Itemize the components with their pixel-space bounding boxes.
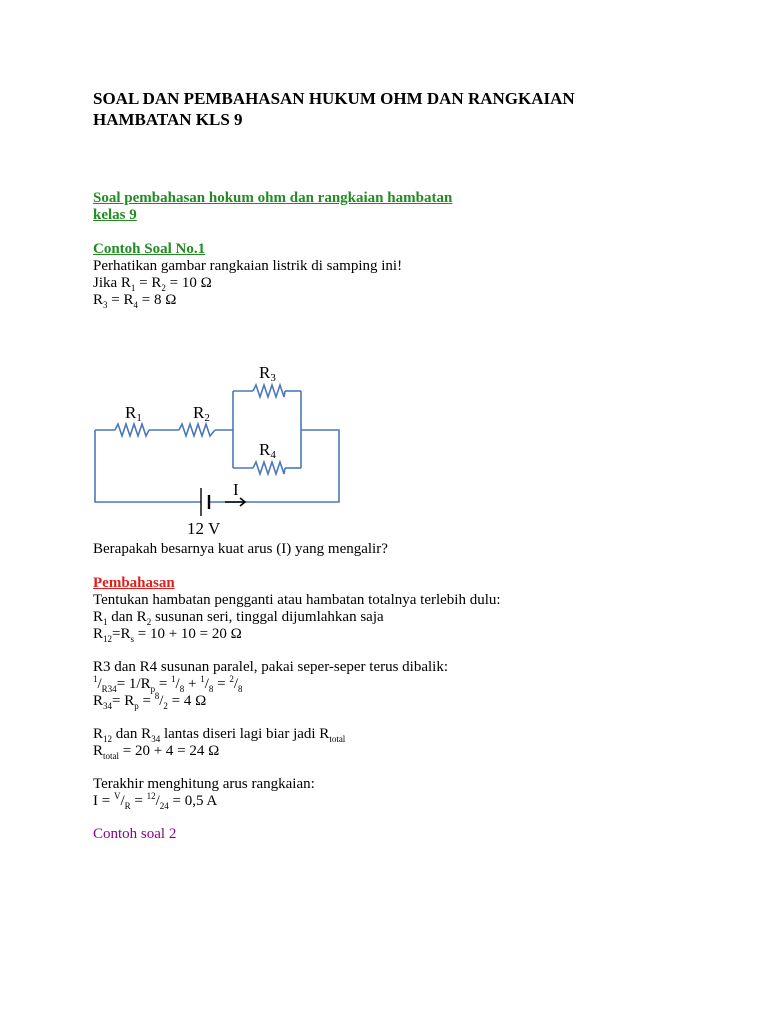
step-4-calc: $I = ^V/_R = ^{12}/_{24} = 0,5$ A <box>93 791 218 811</box>
topic-link[interactable] <box>93 190 473 224</box>
step-3-calc: $R_{total} = 20 + 4 = 24$ Ω <box>93 743 220 761</box>
example-2-heading[interactable]: Contoh soal 2 <box>93 826 177 842</box>
resistor-r3 <box>253 385 285 397</box>
current-arrow-icon <box>225 498 245 506</box>
document-title <box>93 88 575 130</box>
label-r4: R4 <box>259 440 276 461</box>
title-line-1: SOAL DAN PEMBAHASAN HUKUM OHM DAN RANGKAIAN <box>93 89 575 108</box>
step-1-series: $R_1$ dan $R_2$ susunan seri, tinggal dijumlahkan saja <box>93 609 384 627</box>
instruction-text: Perhatikan gambar rangkaian listrik di samping ini! <box>93 258 403 274</box>
battery-symbol <box>201 488 209 516</box>
resistor-r2 <box>179 424 215 436</box>
step-1-intro: Tentukan hambatan pengganti atau hambatan totalnya terlebih dulu: <box>93 592 501 608</box>
topic-link-line-2: kelas 9 <box>93 207 137 223</box>
label-r1: R1 <box>125 403 142 424</box>
example-1-heading[interactable]: Contoh Soal No.1 <box>93 241 206 257</box>
label-r3: R3 <box>259 363 276 384</box>
step-1-calc: $R_{12}=R_s = 10 + 10 = 20$ Ω <box>93 626 242 644</box>
question-text: Berapakah besarnya kuat arus (I) yang mengalir? <box>93 541 388 557</box>
given-line-1: Jika $R_1 = R_2 = 10$ Ω <box>93 275 212 293</box>
solution-heading[interactable]: Pembahasan <box>93 575 175 591</box>
resistor-r1 <box>115 424 149 436</box>
resistor-r4 <box>253 462 285 474</box>
topic-link-line-1: Soal pembahasan hokum ohm dan rangkaian hambatan <box>93 190 453 206</box>
label-r2: R2 <box>193 403 210 424</box>
label-voltage: 12 V <box>187 519 221 538</box>
step-2-calc-1: $^1/_{R34}= 1/R_p = ^1/_8 + ^1/_8 = ^2/_8$ <box>93 674 243 694</box>
title-line-2: HAMBATAN KLS 9 <box>93 110 243 129</box>
given-line-2: $R_3 = R_4 = 8$ Ω <box>93 292 177 310</box>
step-3-intro: $R_{12}$ dan $R_{34}$ lantas diseri lagi biar jadi $R_{total}$ <box>93 726 346 744</box>
circuit-diagram <box>93 358 353 540</box>
label-current: I <box>233 480 239 499</box>
step-2-calc-2: $R_{34}= R_p = ^8/_2 = 4$ Ω <box>93 691 207 711</box>
step-4-intro: Terakhir menghitung arus rangkaian: <box>93 776 315 792</box>
step-2-intro: R3 dan R4 susunan paralel, pakai seper-seper terus dibalik: <box>93 659 449 675</box>
